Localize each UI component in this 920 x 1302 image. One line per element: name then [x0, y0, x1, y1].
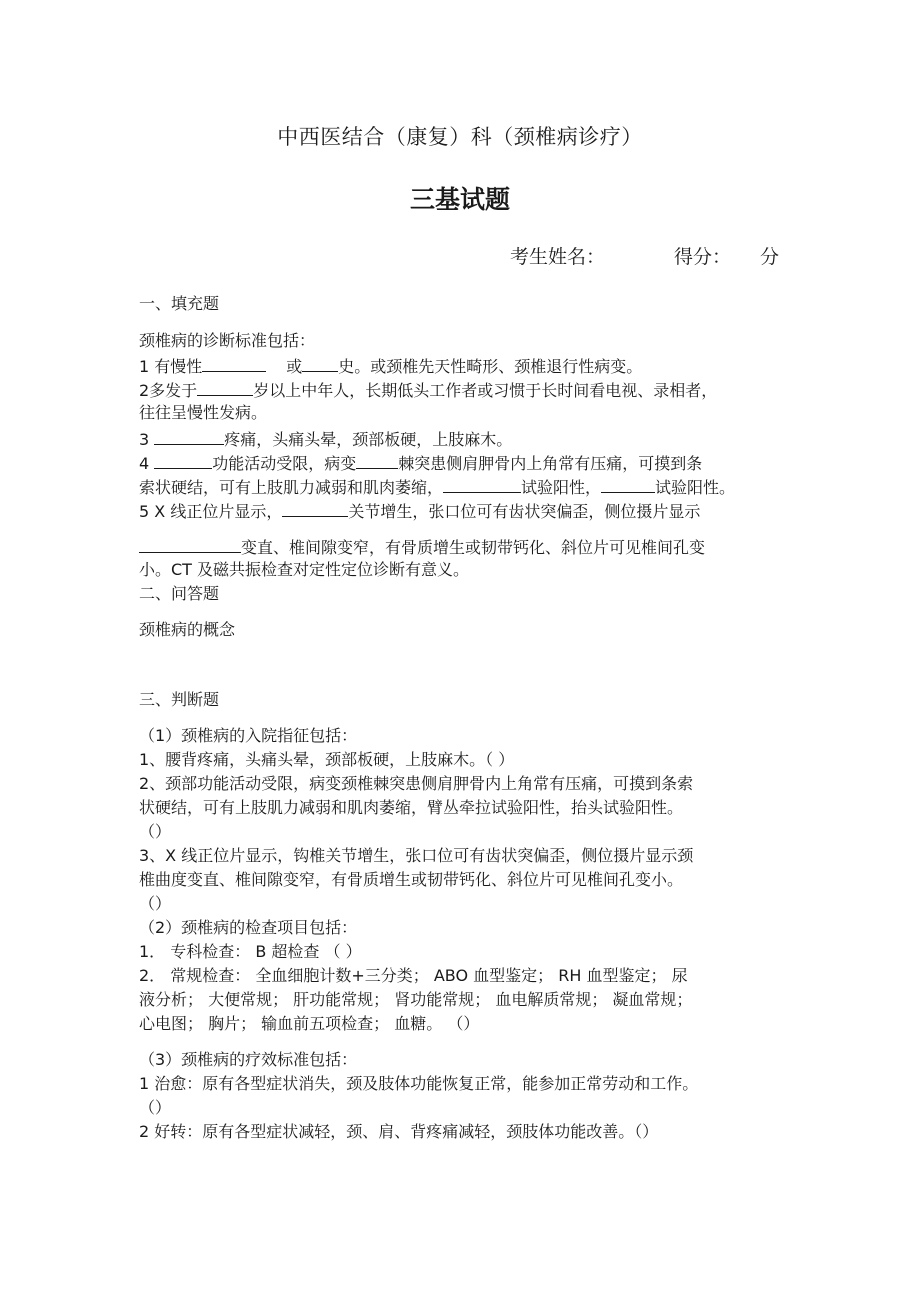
judge-group-1-title: （1）颈椎病的入院指征包括： — [139, 726, 358, 745]
answer-blank — [601, 474, 655, 493]
answer-blank — [302, 353, 338, 372]
fill-question-4-cont — [139, 474, 819, 500]
section-heading-judge: 三、判断题 — [139, 690, 220, 709]
judge-answer-slot: （） — [139, 1098, 172, 1117]
score-unit: 分 — [760, 246, 780, 268]
judge-line: 1． 专科检查： B 超检查 （ ） — [139, 942, 362, 961]
text: 5 X 线正位片显示， — [139, 502, 283, 521]
judge-line: 2、颈部功能活动受限，病变颈椎棘突患侧肩胛骨内上角常有压痛，可摸到条索 — [139, 774, 694, 793]
text: 试验阳性。 — [655, 478, 736, 497]
judge-line: 2 好转：原有各型症状减轻，颈、肩、背疼痛减轻，颈肢体功能改善。（） — [139, 1122, 659, 1141]
name-label: 考生姓名： — [510, 246, 606, 268]
text: 岁以上中年人，长期低头工作者或习惯于长时间看电视、录相者， — [253, 381, 718, 400]
judge-line: 椎曲度变直、椎间隙变窄，有骨质增生或韧带钙化、斜位片可见椎间孔变小。 — [139, 870, 684, 889]
score-label: 得分： — [674, 246, 732, 268]
answer-blank — [154, 426, 224, 445]
judge-line: 心电图； 胸片； 输血前五项检查； 血糖。 （） — [139, 1014, 480, 1033]
answer-blank — [356, 450, 398, 469]
fill-intro: 颈椎病的诊断标准包括： — [139, 331, 316, 350]
text: 4 — [139, 454, 155, 473]
text: 索状硬结，可有上肢肌力减弱和肌肉萎缩， — [139, 478, 444, 497]
fill-question-4 — [139, 450, 819, 476]
judge-line: 状硬结，可有上肢肌力减弱和肌肉萎缩，臂丛牵拉试验阳性，抬头试验阳性。 — [139, 798, 684, 817]
text: 2多发于 — [139, 381, 198, 400]
text: 3 — [139, 430, 155, 449]
fill-question-2 — [139, 377, 819, 403]
judge-line: 3、X 线正位片显示，钩椎关节增生，张口位可有齿状突偏歪，侧位摄片显示颈 — [139, 846, 694, 865]
judge-line: 液分析； 大便常规； 肝功能常规； 肾功能常规； 血电解质常规； 凝血常规； — [139, 990, 693, 1009]
answer-blank — [282, 498, 348, 517]
text: 功能活动受限，病变 — [212, 454, 357, 473]
judge-line: 1 治愈：原有各型症状消失，颈及肢体功能恢复正常，能参加正常劳动和工作。 — [139, 1074, 699, 1093]
answer-blank — [139, 534, 241, 553]
answer-blank — [443, 474, 521, 493]
text: 关节增生，张口位可有齿状突偏歪，侧位摄片显示 — [348, 502, 701, 521]
judge-line: 2． 常规检查： 全血细胞计数+三分类； ABO 血型鉴定； RH 血型鉴定； 尿 — [139, 966, 688, 985]
judge-answer-slot: （） — [139, 894, 172, 913]
fill-question-5-end: 小。CT 及磁共振检查对定性定位诊断有意义。 — [139, 560, 470, 579]
judge-group-2-title: （2）颈椎病的检查项目包括： — [139, 918, 358, 937]
text: 试验阳性， — [521, 478, 602, 497]
fill-question-1 — [139, 353, 819, 379]
section-heading-qa: 二、问答题 — [139, 584, 220, 603]
answer-blank — [202, 353, 266, 372]
text: 疼痛，头痛头晕，颈部板硬，上肢麻木。 — [224, 430, 513, 449]
qa-question: 颈椎病的概念 — [139, 620, 236, 639]
judge-line: 1、腰背疼痛，头痛头晕，颈部板硬，上肢麻木。（ ） — [139, 750, 515, 769]
fill-question-5-cont — [139, 534, 819, 560]
fill-question-3 — [139, 426, 819, 452]
text: 或 — [286, 357, 303, 376]
section-heading-fill: 一、填充题 — [139, 294, 220, 313]
judge-group-3-title: （3）颈椎病的疗效标准包括： — [139, 1050, 358, 1069]
answer-blank — [154, 450, 212, 469]
text: 棘突患侧肩胛骨内上角常有压痛，可摸到条 — [398, 454, 703, 473]
judge-answer-slot: （） — [139, 822, 172, 841]
text: 史。或颈椎先天性畸形、颈椎退行性病变。 — [338, 357, 643, 376]
fill-question-5 — [139, 498, 819, 524]
document-subtitle: 三基试题 — [409, 185, 510, 214]
answer-blank — [197, 377, 253, 396]
fill-question-2-cont: 往往呈慢性发病。 — [139, 403, 268, 422]
text: 变直、椎间隙变窄，有骨质增生或韧带钙化、斜位片可见椎间孔变 — [241, 538, 706, 557]
text: 1 有慢性 — [139, 357, 203, 376]
document-title: 中西医结合（康复）科（颈椎病诊疗） — [277, 125, 643, 149]
